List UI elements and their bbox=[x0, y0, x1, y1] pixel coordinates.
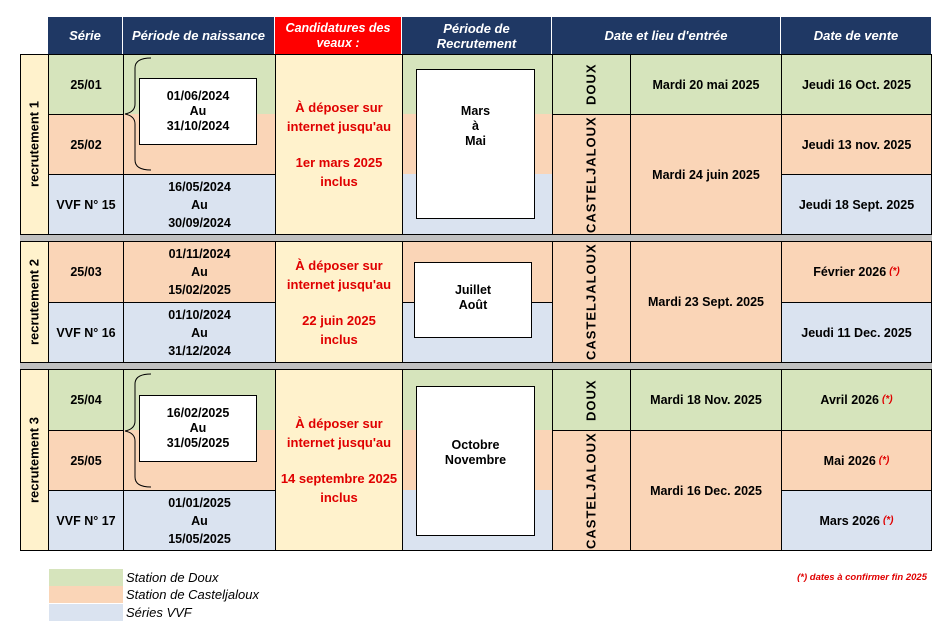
naissance-vvf-15-au: Au bbox=[191, 197, 208, 212]
legend-label-casteljaloux: Station de Casteljaloux bbox=[126, 587, 259, 602]
recrutement-2-start: Juillet bbox=[454, 283, 492, 297]
recrutement-1-end: Mai bbox=[465, 134, 486, 148]
date-entree-3b: Mardi 16 Dec. 2025 bbox=[630, 430, 782, 551]
header-date-lieu: Date et lieu d'entrée bbox=[552, 17, 781, 54]
vente-25-03 bbox=[781, 241, 932, 303]
recrutement-1-a: à bbox=[472, 119, 479, 133]
vente-25-05 bbox=[781, 430, 932, 491]
vente-25-02 bbox=[781, 114, 932, 175]
vente-25-05-asterisk: (*) bbox=[878, 454, 890, 466]
candidature-3-line1: À déposer sur bbox=[295, 415, 383, 431]
naissance-vvf-17 bbox=[123, 490, 276, 551]
header-date-vente: Date de vente bbox=[781, 17, 931, 54]
legend-swatch-doux bbox=[49, 569, 123, 586]
serie-25-04: 25/04 bbox=[48, 369, 124, 431]
header-periode-naissance: Période de naissance bbox=[123, 17, 275, 54]
vente-vvf-17-asterisk: (*) bbox=[882, 514, 894, 526]
vente-vvf-16 bbox=[781, 302, 932, 363]
vente-25-01 bbox=[781, 54, 932, 115]
naissance-box-3-end: 31/05/2025 bbox=[166, 436, 230, 450]
naissance-vvf-17-au: Au bbox=[191, 513, 208, 528]
candidature-3-line3: 14 septembre 2025 bbox=[280, 470, 398, 486]
lieu-casteljaloux-2: CASTELJALOUX bbox=[552, 241, 631, 363]
recrutement-box-3 bbox=[416, 386, 535, 536]
naissance-box-1 bbox=[139, 78, 257, 145]
legend-label-vvf: Séries VVF bbox=[126, 605, 192, 620]
vente-25-05-text: Mai 2026 bbox=[823, 453, 876, 468]
vente-25-04 bbox=[781, 369, 932, 431]
naissance-box-3 bbox=[139, 395, 257, 462]
naissance-vvf-16-end: 31/12/2024 bbox=[168, 343, 231, 358]
candidature-2-line2: internet jusqu'au bbox=[286, 276, 392, 292]
vente-vvf-15 bbox=[781, 174, 932, 235]
group-label-recrutement-2: recrutement 2 bbox=[20, 241, 49, 363]
candidature-3-line2: internet jusqu'au bbox=[286, 434, 392, 450]
candidature-1-line1: À déposer sur bbox=[295, 100, 383, 115]
naissance-vvf-17-end: 15/05/2025 bbox=[168, 531, 231, 546]
vente-vvf-15-text: Jeudi 18 Sept. 2025 bbox=[798, 197, 915, 212]
candidature-2-line4: inclus bbox=[320, 331, 358, 347]
vente-25-04-asterisk: (*) bbox=[882, 394, 893, 405]
naissance-box-1-au: Au bbox=[189, 104, 207, 118]
naissance-25-03 bbox=[123, 241, 276, 303]
candidature-1 bbox=[275, 54, 403, 235]
header-periode-recrutement: Période de Recrutement bbox=[402, 17, 552, 54]
vente-25-03-asterisk: (*) bbox=[889, 266, 900, 277]
naissance-box-1-start: 01/06/2024 bbox=[166, 89, 230, 103]
group-label-recrutement-3: recrutement 3 bbox=[20, 369, 49, 551]
recrutement-3-start: Octobre bbox=[451, 438, 500, 452]
candidature-3 bbox=[275, 369, 403, 551]
footnote: (*) dates à confirmer fin 2025 bbox=[797, 572, 927, 583]
naissance-vvf-15-start: 16/05/2024 bbox=[168, 179, 231, 194]
serie-vvf-16: VVF N° 16 bbox=[48, 302, 124, 363]
serie-vvf-17: VVF N° 17 bbox=[48, 490, 124, 551]
recrutement-2-end: Août bbox=[458, 298, 488, 312]
header-candidatures: Candidatures des veaux : bbox=[275, 17, 402, 54]
date-entree-1a: Mardi 20 mai 2025 bbox=[630, 54, 782, 115]
naissance-vvf-15 bbox=[123, 174, 276, 235]
naissance-25-03-start: 01/11/2024 bbox=[168, 247, 231, 261]
naissance-vvf-16-au: Au bbox=[191, 325, 208, 340]
naissance-box-1-end: 31/10/2024 bbox=[166, 119, 230, 133]
recrutement-3-end: Novembre bbox=[444, 453, 507, 467]
lieu-casteljaloux-3: CASTELJALOUX bbox=[552, 430, 631, 551]
vente-vvf-16-text: Jeudi 11 Dec. 2025 bbox=[801, 325, 912, 340]
vente-vvf-17-text: Mars 2026 bbox=[819, 513, 880, 528]
naissance-25-03-au: Au bbox=[191, 265, 208, 279]
legend-swatch-casteljaloux bbox=[49, 586, 123, 603]
naissance-box-3-start: 16/02/2025 bbox=[166, 406, 230, 420]
date-entree-3a: Mardi 18 Nov. 2025 bbox=[630, 369, 782, 431]
serie-25-03: 25/03 bbox=[48, 241, 124, 303]
vente-25-04-text: Avril 2026 bbox=[820, 393, 880, 407]
date-entree-1b: Mardi 24 juin 2025 bbox=[630, 114, 782, 235]
vente-25-02-text: Jeudi 13 nov. 2025 bbox=[801, 137, 912, 152]
lieu-casteljaloux-1: CASTELJALOUX bbox=[552, 114, 631, 235]
candidature-1-line2: internet jusqu'au bbox=[286, 119, 392, 134]
recrutement-box-1 bbox=[416, 69, 535, 219]
lieu-doux-3: DOUX bbox=[552, 369, 631, 431]
candidature-2-line1: À déposer sur bbox=[295, 257, 383, 273]
legend-label-doux: Station de Doux bbox=[126, 570, 219, 585]
recrutement-box-2 bbox=[414, 262, 532, 338]
serie-25-05: 25/05 bbox=[48, 430, 124, 491]
header-serie: Série bbox=[48, 17, 123, 54]
vente-25-01-text: Jeudi 16 Oct. 2025 bbox=[801, 77, 912, 92]
serie-25-02: 25/02 bbox=[48, 114, 124, 175]
legend-swatch-vvf bbox=[49, 604, 123, 621]
candidature-1-line4: inclus bbox=[320, 174, 358, 189]
recrutement-1-start: Mars bbox=[460, 104, 491, 118]
vente-vvf-17 bbox=[781, 490, 932, 551]
naissance-vvf-16 bbox=[123, 302, 276, 363]
candidature-1-line3: 1er mars 2025 bbox=[295, 155, 383, 170]
naissance-25-03-end: 15/02/2025 bbox=[168, 283, 231, 297]
vente-25-03-text: Février 2026 bbox=[813, 265, 887, 279]
naissance-vvf-16-start: 01/10/2024 bbox=[168, 307, 231, 322]
naissance-box-3-au: Au bbox=[189, 421, 207, 435]
lieu-doux-1: DOUX bbox=[552, 54, 631, 115]
naissance-vvf-17-start: 01/01/2025 bbox=[168, 495, 231, 510]
date-entree-2: Mardi 23 Sept. 2025 bbox=[630, 241, 782, 363]
candidature-3-line4: inclus bbox=[320, 489, 358, 505]
serie-vvf-15: VVF N° 15 bbox=[48, 174, 124, 235]
serie-25-01: 25/01 bbox=[48, 54, 124, 115]
candidature-2-line3: 22 juin 2025 bbox=[302, 312, 376, 328]
candidature-2 bbox=[275, 241, 403, 363]
group-label-recrutement-1: recrutement 1 bbox=[20, 54, 49, 235]
naissance-vvf-15-end: 30/09/2024 bbox=[168, 215, 231, 230]
